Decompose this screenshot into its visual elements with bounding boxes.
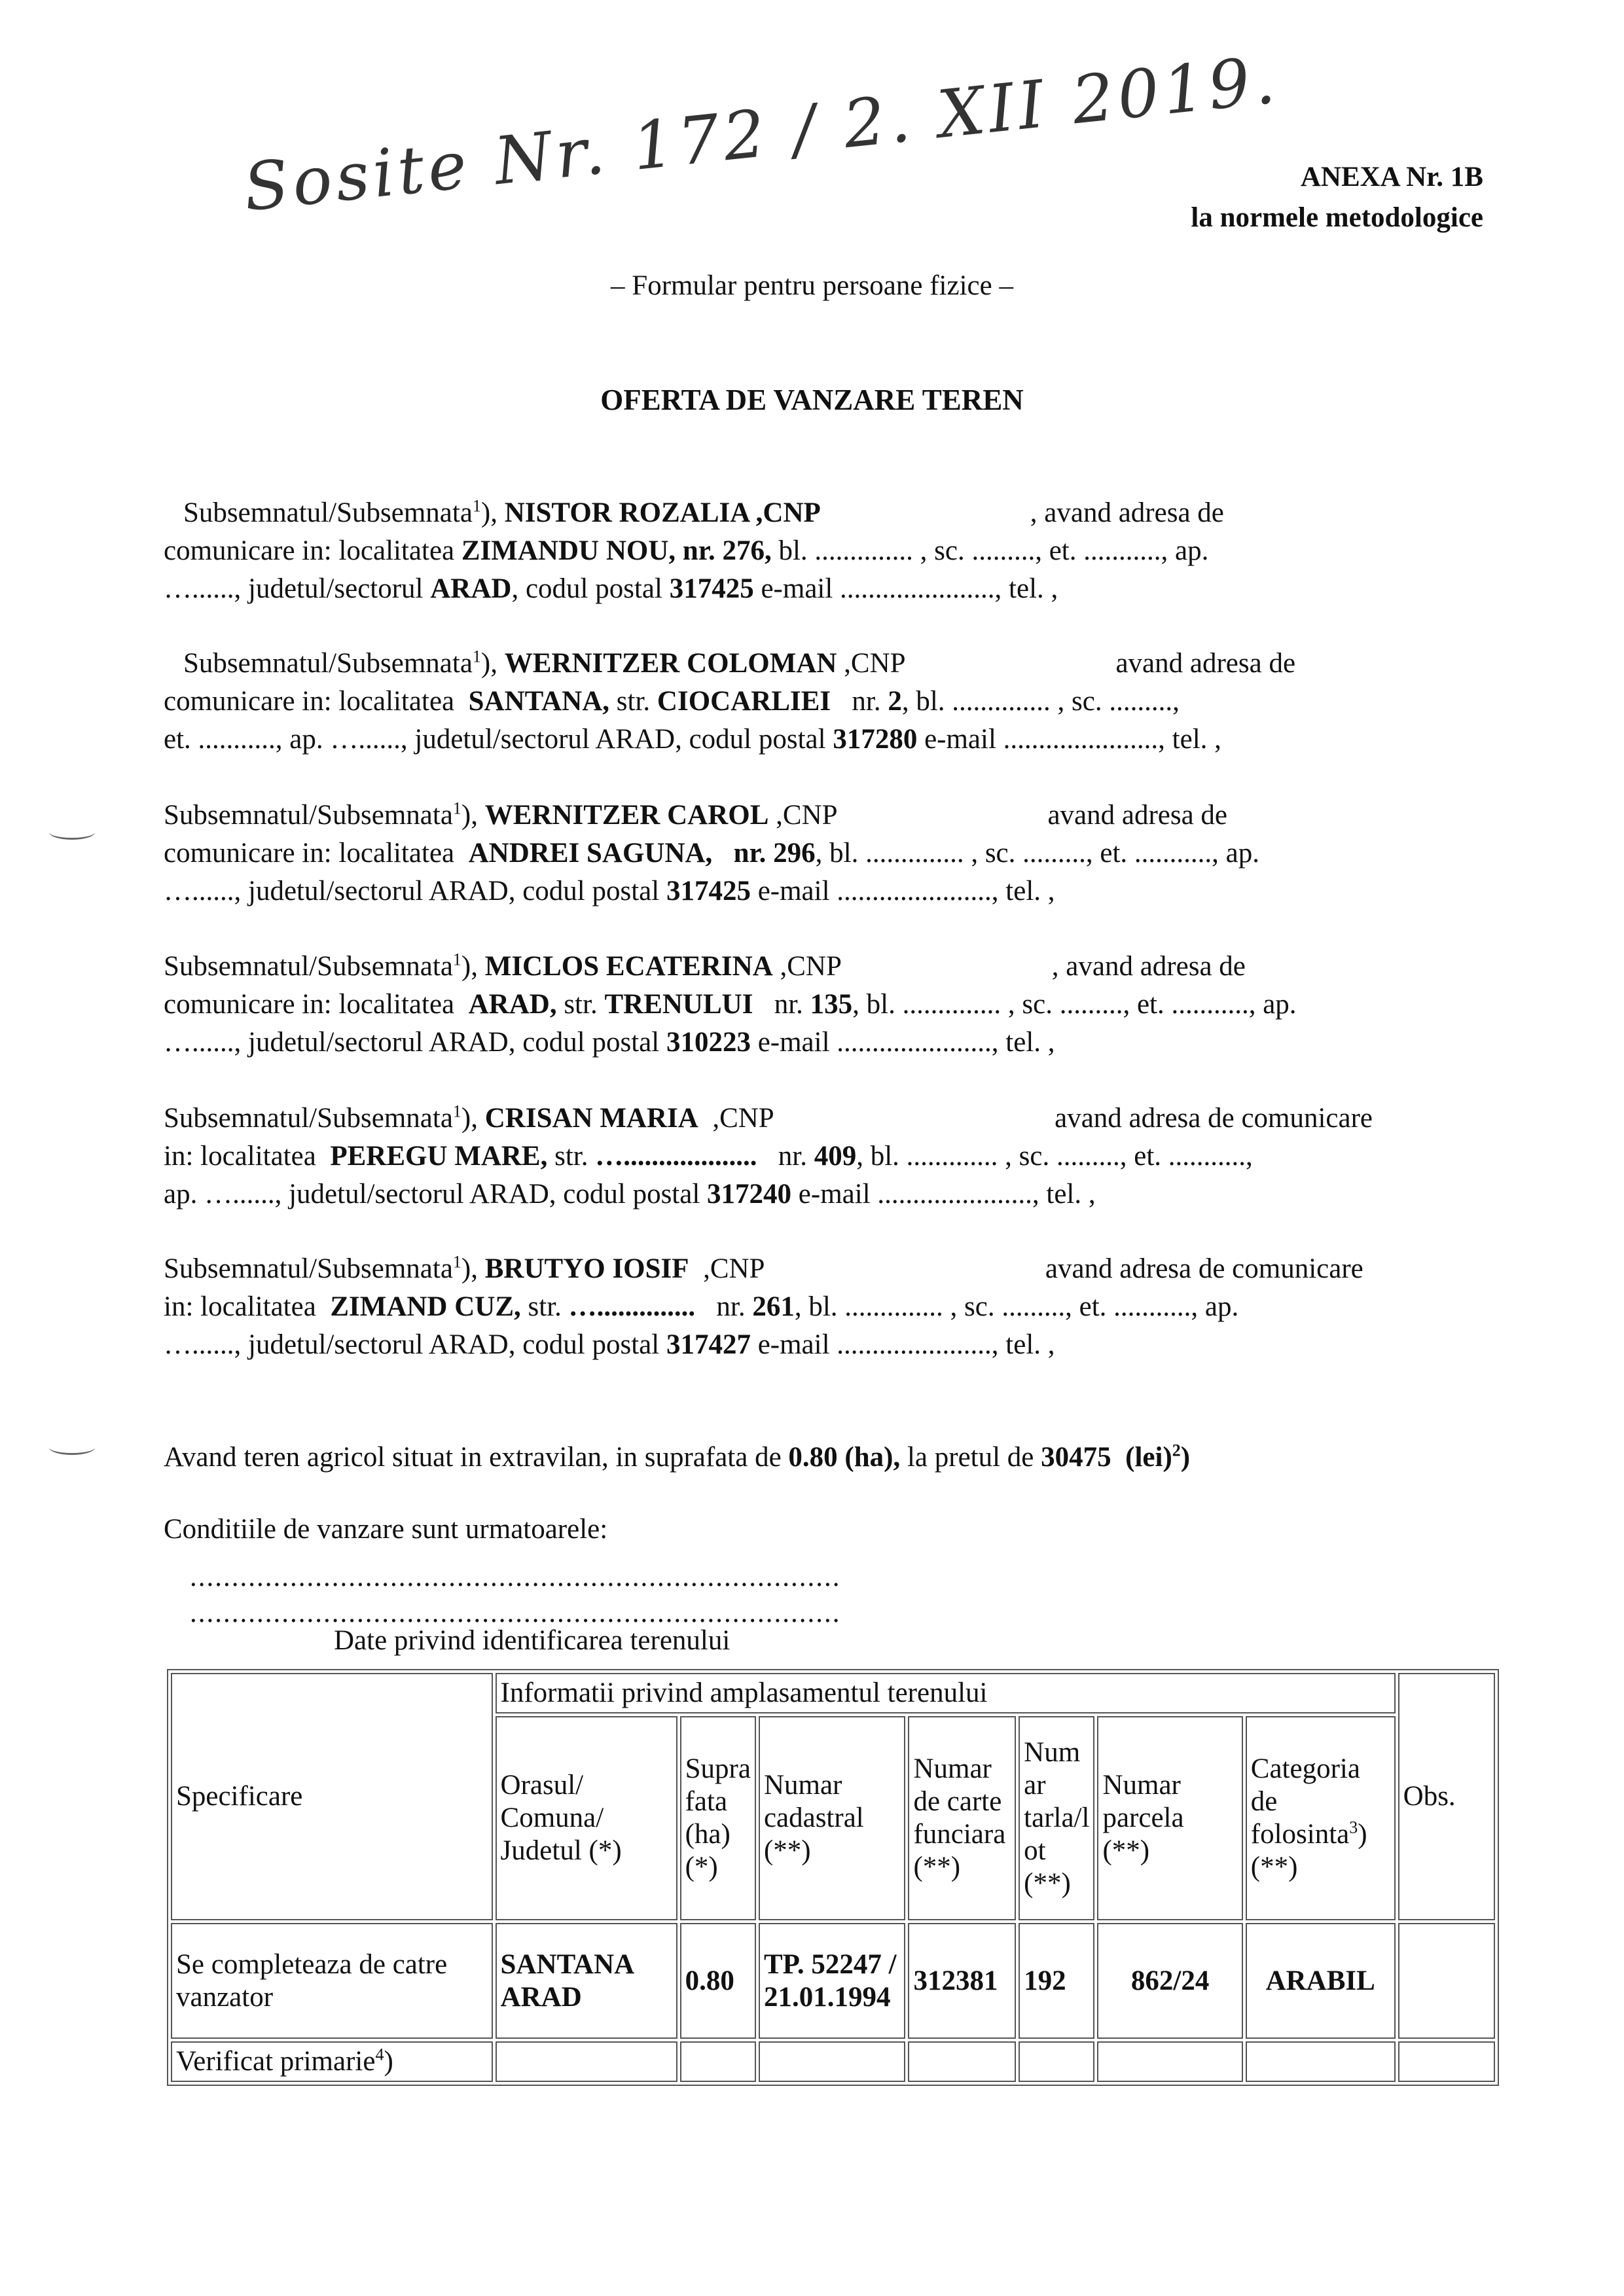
header-category: Categoria de folosinta$^3$) (**)	[1246, 1716, 1396, 1920]
form-subtitle: – Formular pentru persoane fizice –	[611, 270, 1013, 301]
seller-paragraph-5: Subsemnatul/Subsemnata$^1$), CRISAN MARIA ,CNP avand adresa de comunicare in: localitatea PEREGU MARE, str. …................... nr. 409, bl. ............. , sc. ........., et. ..........., ap. …......, judetul/sectorul ARAD, codul postal 317240 e-mail ......................, tel. ,	[164, 1102, 1373, 1210]
seller-name: CRISAN MARIA	[484, 1103, 698, 1134]
margin-mark	[49, 825, 95, 840]
seller-paragraph-1: Subsemnatul/Subsemnata$^1$), NISTOR ROZALIA ,CNP , avand adresa de comunicare in: localitatea ZIMANDU NOU, nr. 276, bl. .............. , sc. ........., et. ..........., ap. …......, judetul/sectorul ARAD, codul postal 317425 e-mail ......................, tel. ,	[164, 496, 1224, 604]
row1-tarla: 192	[1019, 1923, 1094, 2039]
row1-spec: Se completeaza de catre vanzator	[171, 1923, 493, 2039]
header-obs: Obs.	[1398, 1673, 1495, 1920]
table-row	[171, 1923, 1495, 2039]
annex-norms: la normele metodologice	[1191, 202, 1483, 233]
seller-name: WERNITZER COLOMAN	[504, 648, 837, 679]
table-caption: Date privind identificarea terenului	[334, 1625, 731, 1656]
row1-land-book: 312381	[908, 1923, 1016, 2039]
seller-name: WERNITZER CAROL	[484, 800, 769, 831]
row1-obs	[1398, 1923, 1495, 2039]
header-location-info: Informatii privind amplasamentul terenului	[496, 1673, 1396, 1713]
row1-cadastral: TP. 52247 / 21.01.1994	[759, 1923, 906, 2039]
land-identification-table	[167, 1669, 1499, 2086]
seller-name: NISTOR ROZALIA ,CNP	[504, 497, 821, 528]
land-area: 0.80 (ha),	[788, 1442, 901, 1473]
row1-parcel: 862/24	[1097, 1923, 1242, 2039]
conditions-line-2: ..............................................................................	[190, 1598, 841, 1628]
seller-name: MICLOS ECATERINA	[484, 951, 773, 982]
header-area: Supra fata (ha) (*)	[680, 1716, 756, 1920]
svg-text:Sosite Nr. 172 / 2. XII 2019.: Sosite Nr. 172 / 2. XII 2019.	[240, 41, 1282, 226]
header-specificare: Specificare	[171, 1673, 493, 1920]
seller-paragraph-2: Subsemnatul/Subsemnata$^1$), WERNITZER COLOMAN ,CNP avand adresa de comunicare in: localitatea SANTANA, str. CIOCARLIEI nr. 2, bl. .............. , sc. ........., et. ..........., ap. …......, judetul/sectorul ARAD, codul postal 317280 e-mail ......................, tel. ,	[164, 647, 1296, 755]
header-tarla: Num ar tarla/l ot (**)	[1019, 1716, 1094, 1920]
row1-town: SANTANA ARAD	[496, 1923, 677, 2039]
row1-area: 0.80	[680, 1923, 756, 2039]
header-cadastral: Numar cadastral (**)	[759, 1716, 906, 1920]
header-land-book: Numar de carte funciara (**)	[908, 1716, 1016, 1920]
header-town: Orasul/ Comuna/ Judetul (*)	[496, 1716, 677, 1920]
seller-paragraph-6: Subsemnatul/Subsemnata$^1$), BRUTYO IOSIF ,CNP avand adresa de comunicare in: localitatea ZIMAND CUZ, str. ….............. nr. 261, bl. .............. , sc. ........., et. ..........., ap. …......, judetul/sectorul ARAD, codul postal 317427 e-mail ......................, tel. ,	[164, 1252, 1363, 1360]
header-parcel: Numar parcela (**)	[1097, 1716, 1242, 1920]
seller-paragraph-3: Subsemnatul/Subsemnata$^1$), WERNITZER CAROL ,CNP avand adresa de comunicare in: localitatea ANDREI SAGUNA, nr. 296, bl. .............. , sc. ........., et. ..........., ap. …......, judetul/sectorul ARAD, codul postal 317425 e-mail ......................, tel. ,	[164, 798, 1260, 906]
table-row	[171, 2041, 1495, 2082]
land-statement: Avand teren agricol situat in extravilan, in suprafata de 0.80 (ha), la pretul de 30475 (lei)$^2$)	[164, 1441, 1191, 1473]
seller-name: BRUTYO IOSIF	[484, 1253, 689, 1284]
margin-mark	[49, 1440, 95, 1455]
row1-category: ARABIL	[1246, 1923, 1396, 2039]
row2-spec: Verificat primarie$^4$)	[171, 2041, 493, 2082]
sale-conditions-label: Conditiile de vanzare sunt urmatoarele:	[164, 1514, 608, 1545]
annex-header	[1191, 157, 1483, 238]
annex-number: ANEXA Nr. 1B	[1300, 162, 1483, 192]
handwritten-registration-note	[236, 41, 1282, 226]
document-title: OFERTA DE VANZARE TEREN	[600, 384, 1024, 416]
land-price: 30475 (lei)	[1041, 1442, 1172, 1473]
seller-paragraph-4: Subsemnatul/Subsemnata$^1$), MICLOS ECATERINA ,CNP , avand adresa de comunicare in: localitatea ARAD, str. TRENULUI nr. 135, bl. .............. , sc. ........., et. ..........., ap. …......, judetul/sectorul ARAD, codul postal 310223 e-mail ......................, tel. ,	[164, 950, 1297, 1058]
conditions-line-1: ..............................................................................	[190, 1562, 841, 1592]
